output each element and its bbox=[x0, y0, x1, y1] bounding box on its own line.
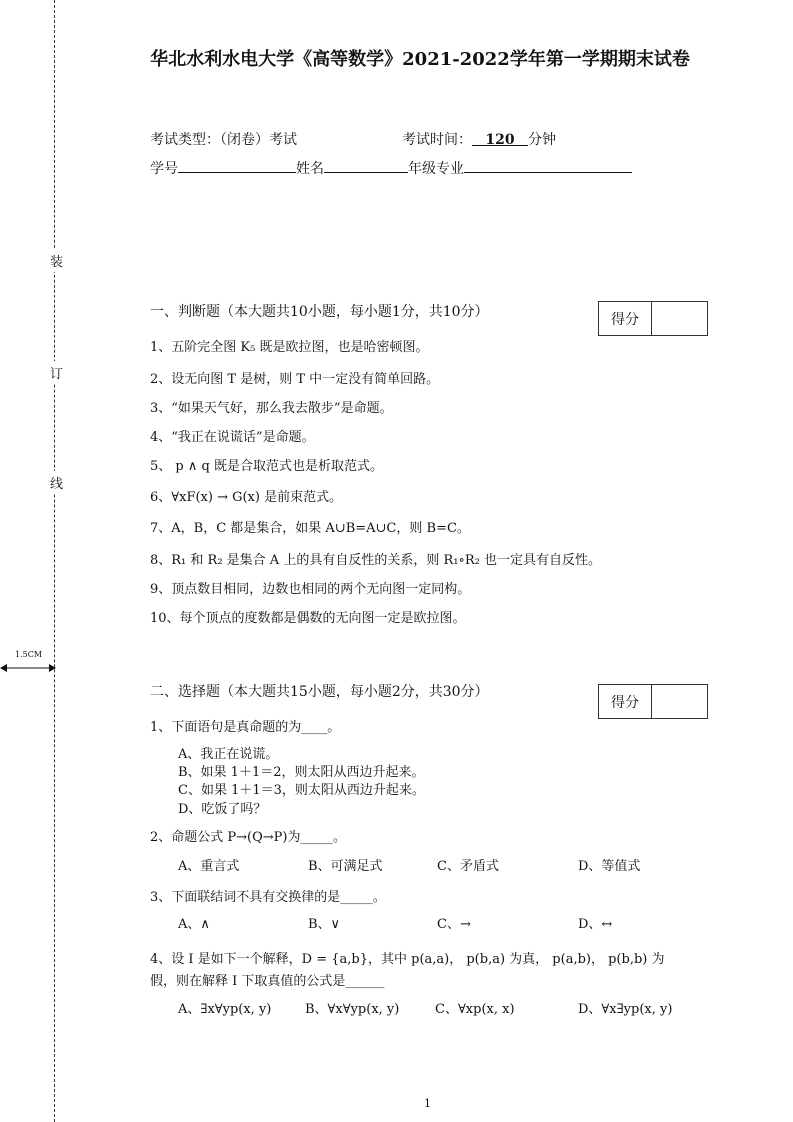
q3-option-b: B、∨ bbox=[308, 917, 341, 932]
judge-item: 7、A，B，C 都是集合，如果 A∪B=A∪C，则 B=C。 bbox=[150, 521, 470, 536]
q1-option-c: C、如果 1＋1＝3，则太阳从西边升起来。 bbox=[178, 783, 425, 798]
margin-ding: 订 bbox=[50, 361, 63, 384]
name-field[interactable] bbox=[324, 159, 408, 173]
q4-option-b: B、∀x∀yp(x, y) bbox=[305, 1002, 400, 1017]
q3-option-a: A、∧ bbox=[178, 917, 210, 932]
binding-line bbox=[54, 0, 55, 1122]
q2-option-d: D、等值式 bbox=[578, 859, 641, 874]
section2-score-box bbox=[598, 684, 708, 719]
student-id-label: 学号 bbox=[150, 161, 178, 177]
q1-stem: 1、下面语句是真命题的为____。 bbox=[150, 720, 341, 735]
q3-option-d: D、↔ bbox=[578, 917, 613, 932]
q4-stem-line2: 假，则在解释 I 下取真值的公式是______ bbox=[150, 974, 385, 989]
judge-item: 4、“我正在说谎话”是命题。 bbox=[150, 430, 315, 445]
score-label: 得分 bbox=[599, 302, 652, 335]
q1-option-b: B、如果 1＋1＝2，则太阳从西边升起来。 bbox=[178, 765, 425, 780]
time-label: 考试时间： bbox=[402, 132, 472, 148]
grade-major-label: 年级专业 bbox=[408, 161, 464, 177]
page-number: 1 bbox=[424, 1097, 431, 1110]
q4-option-d: D、∀x∃yp(x, y) bbox=[578, 1002, 673, 1017]
grade-major-field[interactable] bbox=[464, 159, 632, 173]
q4-option-a: A、∃x∀yp(x, y) bbox=[178, 1002, 272, 1017]
section1-score-box bbox=[598, 301, 708, 336]
margin-zhuang: 装 bbox=[50, 249, 63, 272]
judge-item: 3、“如果天气好，那么我去散步”是命题。 bbox=[150, 401, 393, 416]
q2-stem: 2、命题公式 P→(Q→P)为_____。 bbox=[150, 830, 346, 845]
name-label: 姓名 bbox=[296, 161, 324, 177]
judge-item: 9、顶点数目相同，边数也相同的两个无向图一定同构。 bbox=[150, 582, 471, 597]
exam-type: 考试类型：（闭卷）考试 bbox=[150, 132, 297, 148]
judge-item: 10、每个顶点的度数都是偶数的无向图一定是欧拉图。 bbox=[150, 611, 466, 626]
q1-option-d: D、吃饭了吗？ bbox=[178, 802, 267, 817]
score-label: 得分 bbox=[599, 685, 652, 718]
judge-item: 1、五阶完全图 K₅ 既是欧拉图，也是哈密顿图。 bbox=[150, 340, 429, 355]
width-arrow-icon bbox=[0, 662, 58, 674]
judge-item: 5、 p ∧ q 既是合取范式也是析取范式。 bbox=[150, 459, 383, 474]
q2-option-c: C、矛盾式 bbox=[437, 859, 499, 874]
q4-option-c: C、∀xp(x, x) bbox=[435, 1002, 515, 1017]
section2-header: 二、选择题（本大题共15小题，每小题2分，共30分） bbox=[150, 684, 489, 700]
judge-item: 6、∀xF(x) → G(x) 是前束范式。 bbox=[150, 490, 343, 505]
q2-option-a: A、重言式 bbox=[178, 859, 240, 874]
page-title: 华北水利水电大学《高等数学》2021-2022学年第一学期期末试卷 bbox=[150, 49, 690, 70]
student-id-field[interactable] bbox=[178, 159, 296, 173]
q2-option-b: B、可满足式 bbox=[308, 859, 383, 874]
section1-header: 一、判断题（本大题共10小题，每小题1分，共10分） bbox=[150, 304, 489, 320]
q4-stem-line1: 4、设 I 是如下一个解释，D = {a,b}，其中 p(a,a)， p(b,a) 为真， p(a,b)， p(b,b) 为 bbox=[150, 952, 665, 967]
exam-time bbox=[402, 132, 556, 148]
judge-item: 8、R₁ 和 R₂ 是集合 A 上的具有自反性的关系，则 R₁∘R₂ 也一定具有自反性。 bbox=[150, 553, 601, 568]
time-unit: 分钟 bbox=[528, 132, 556, 148]
time-value: 120 bbox=[472, 132, 528, 146]
q3-option-c: C、→ bbox=[437, 917, 471, 932]
margin-xian: 线 bbox=[50, 471, 63, 494]
q1-option-a: A、我正在说谎。 bbox=[178, 747, 279, 762]
margin-width-label: 1.5CM bbox=[15, 650, 43, 659]
q3-stem: 3、下面联结词不具有交换律的是_____。 bbox=[150, 890, 386, 905]
judge-item: 2、设无向图 T 是树，则 T 中一定没有简单回路。 bbox=[150, 372, 440, 387]
student-info bbox=[150, 159, 632, 177]
